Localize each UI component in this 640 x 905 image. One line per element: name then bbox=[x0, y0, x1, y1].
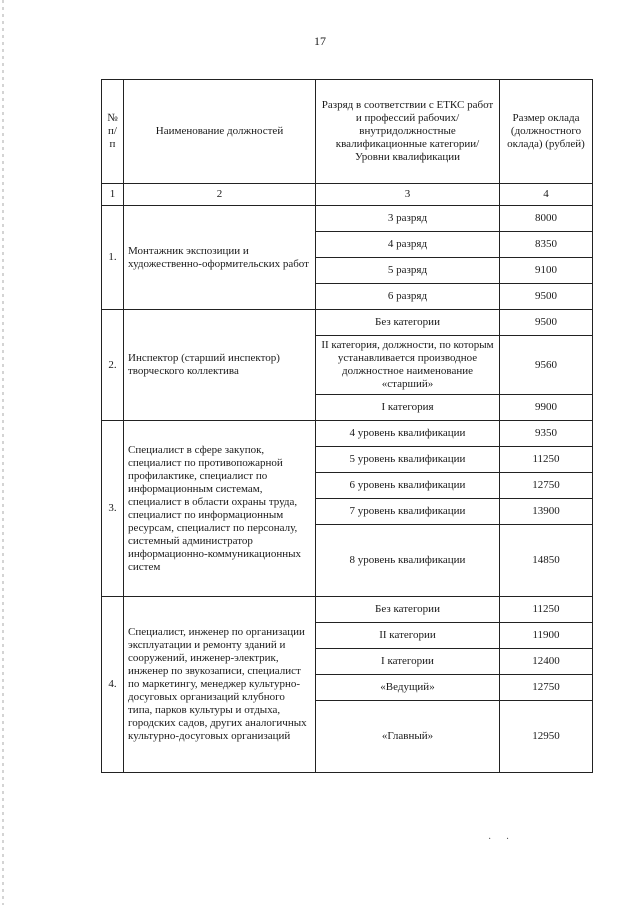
category-cell: 6 уровень квалификации bbox=[316, 473, 500, 499]
row-number: 4. bbox=[102, 597, 124, 773]
salary-cell: 12400 bbox=[500, 649, 593, 675]
category-cell: II категории bbox=[316, 623, 500, 649]
salary-cell: 11250 bbox=[500, 597, 593, 623]
category-cell: 4 уровень квалификации bbox=[316, 421, 500, 447]
category-cell: II категория, должности, по которым устанавливается производное должностное наименование «старший» bbox=[316, 336, 500, 395]
salary-cell: 9350 bbox=[500, 421, 593, 447]
table-row bbox=[102, 597, 593, 623]
table-row bbox=[102, 421, 593, 447]
column-number-3: 3 bbox=[316, 184, 500, 206]
salary-cell: 12750 bbox=[500, 675, 593, 701]
salary-cell: 11250 bbox=[500, 447, 593, 473]
position-name: Инспектор (старший инспектор) творческого коллектива bbox=[124, 310, 316, 421]
salary-cell: 9560 bbox=[500, 336, 593, 395]
category-cell: 5 разряд bbox=[316, 258, 500, 284]
salary-cell: 11900 bbox=[500, 623, 593, 649]
column-number-2: 2 bbox=[124, 184, 316, 206]
salary-cell: 9500 bbox=[500, 310, 593, 336]
table-header-row bbox=[102, 80, 593, 184]
column-number-4: 4 bbox=[500, 184, 593, 206]
salary-cell: 8350 bbox=[500, 232, 593, 258]
category-cell: 6 разряд bbox=[316, 284, 500, 310]
row-number: 3. bbox=[102, 421, 124, 597]
position-name: Монтажник экспозиции и художественно-оформительских работ bbox=[124, 206, 316, 310]
salary-table bbox=[101, 79, 593, 773]
category-cell: Без категории bbox=[316, 597, 500, 623]
header-position-name: Наименование должностей bbox=[124, 80, 316, 184]
category-cell: 5 уровень квалификации bbox=[316, 447, 500, 473]
salary-cell: 13900 bbox=[500, 499, 593, 525]
table-row bbox=[102, 310, 593, 336]
scan-margin-line bbox=[2, 0, 4, 905]
row-number: 1. bbox=[102, 206, 124, 310]
header-number-text: № п/п bbox=[107, 112, 118, 150]
salary-cell: 8000 bbox=[500, 206, 593, 232]
position-name: Специалист в сфере закупок, специалист по противопожарной профилактике, специалист по информационным системам, специалист в области охраны труда, специалист по информационным ресурсам, специалист по персоналу, системный администратор информационно-коммуникационных систем bbox=[124, 421, 316, 597]
category-cell: I категория bbox=[316, 395, 500, 421]
category-cell: I категории bbox=[316, 649, 500, 675]
category-cell: 7 уровень квалификации bbox=[316, 499, 500, 525]
header-number bbox=[102, 80, 124, 184]
header-salary: Размер оклада (должностного оклада) (рублей) bbox=[500, 80, 593, 184]
category-cell: 3 разряд bbox=[316, 206, 500, 232]
salary-cell: 9900 bbox=[500, 395, 593, 421]
table-row bbox=[102, 206, 593, 232]
category-cell: 8 уровень квалификации bbox=[316, 525, 500, 597]
salary-cell: 9500 bbox=[500, 284, 593, 310]
category-cell: 4 разряд bbox=[316, 232, 500, 258]
category-cell: «Главный» bbox=[316, 701, 500, 773]
column-numbers-row bbox=[102, 184, 593, 206]
scan-noise-dots: · · bbox=[488, 834, 516, 845]
position-name: Специалист, инженер по организации эксплуатации и ремонту зданий и сооружений, инженер-электрик, инженер по звукозаписи, специалист по маркетингу, менеджер культурно-досуговых организаций клубного типа, парков культуры и отдыха, городских садов, других аналогичных культурно-досуговых организаций bbox=[124, 597, 316, 773]
column-number-1: 1 bbox=[102, 184, 124, 206]
page-number: 17 bbox=[314, 34, 326, 48]
salary-cell: 12750 bbox=[500, 473, 593, 499]
category-cell: Без категории bbox=[316, 310, 500, 336]
salary-cell: 14850 bbox=[500, 525, 593, 597]
header-category: Разряд в соответствии с ЕТКС работ и профессий рабочих/внутридолжностные квалификационные категории/Уровни квалификации bbox=[316, 80, 500, 184]
category-cell: «Ведущий» bbox=[316, 675, 500, 701]
salary-cell: 9100 bbox=[500, 258, 593, 284]
row-number: 2. bbox=[102, 310, 124, 421]
salary-cell: 12950 bbox=[500, 701, 593, 773]
